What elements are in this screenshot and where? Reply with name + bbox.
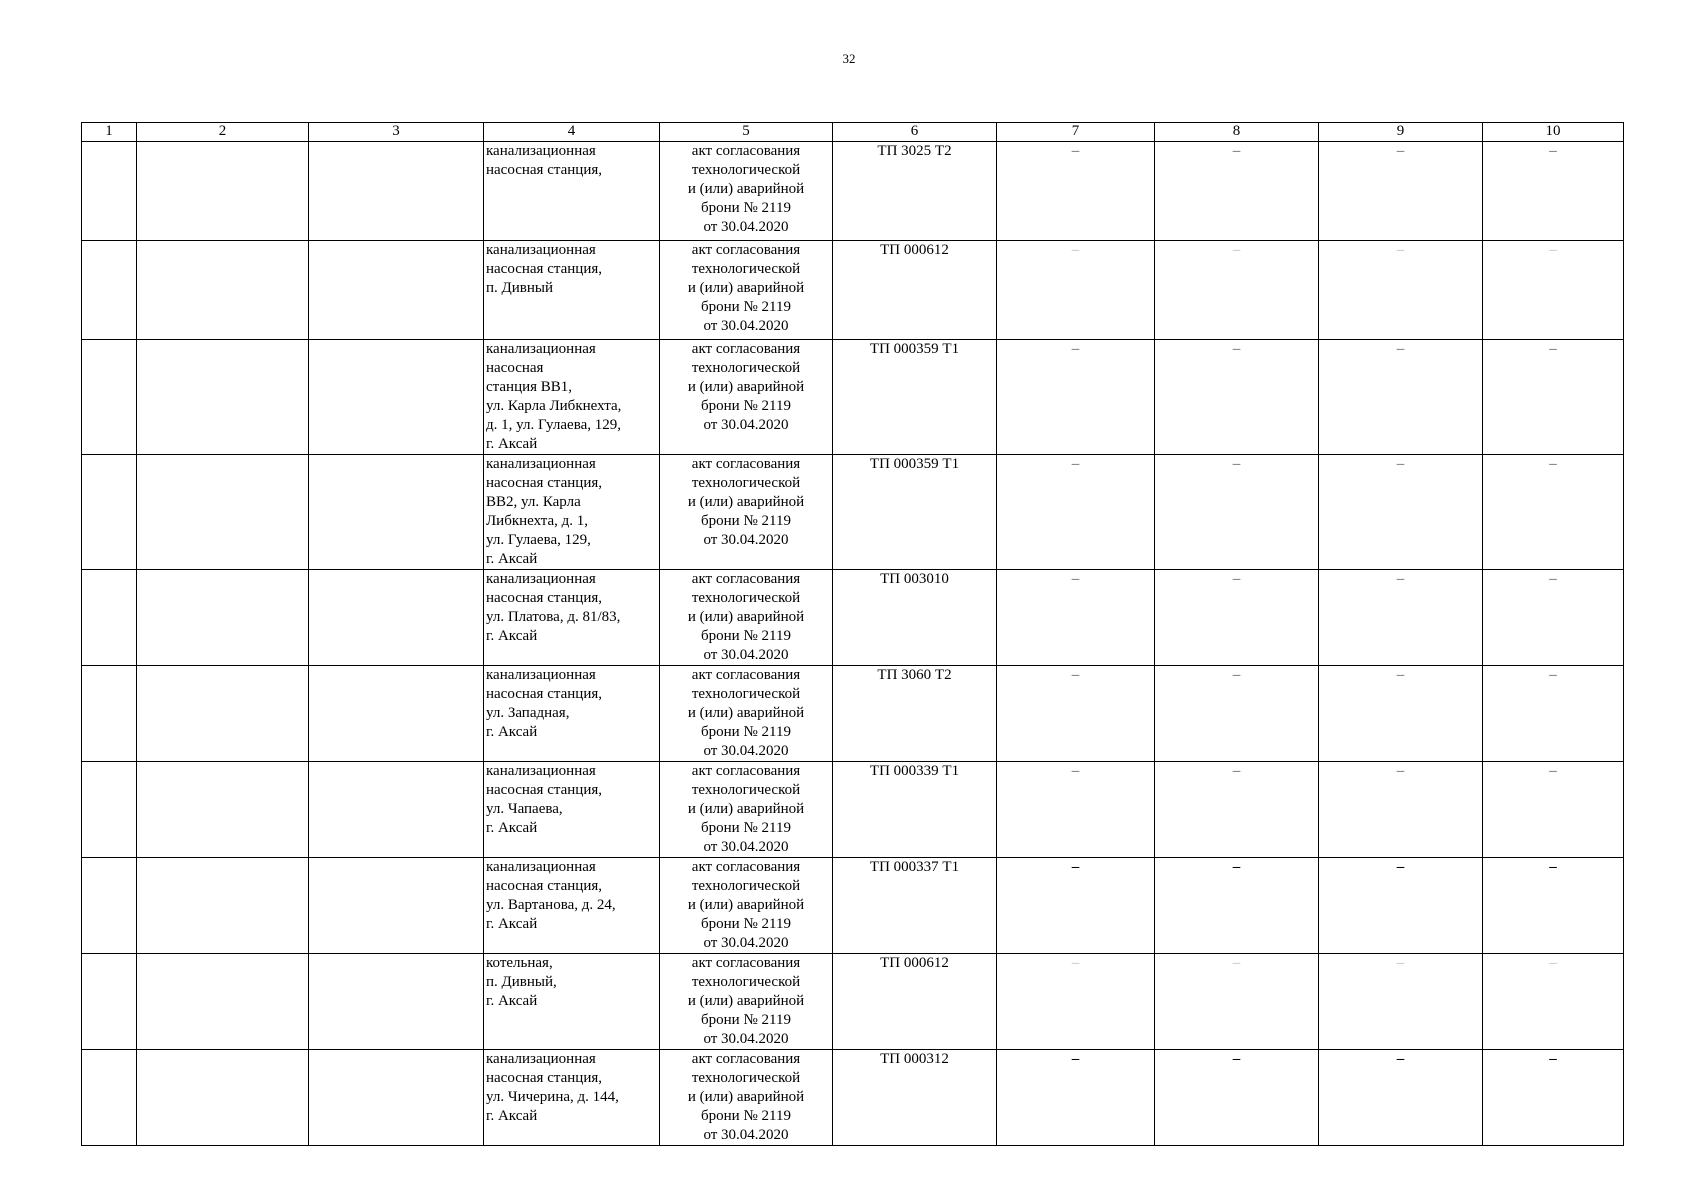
cell-empty: [82, 340, 137, 455]
object-cell: канализационная насосная станция, п. Дивный: [484, 241, 660, 340]
cell-empty: [137, 570, 309, 666]
dash-cell: –: [1155, 666, 1319, 762]
dash-cell: –: [997, 241, 1155, 340]
cell-empty: [137, 455, 309, 570]
dash-cell: –: [997, 954, 1155, 1050]
table-row: [82, 340, 1624, 455]
dash-cell: –: [1155, 1050, 1319, 1146]
cell-empty: [309, 762, 484, 858]
cell-empty: [137, 142, 309, 241]
dash-cell: –: [1319, 858, 1483, 954]
cell-empty: [137, 762, 309, 858]
cell-empty: [309, 858, 484, 954]
dash-cell: –: [997, 455, 1155, 570]
object-cell: канализационная насосная станция, ул. Платова, д. 81/83, г. Аксай: [484, 570, 660, 666]
dash-cell: –: [1483, 954, 1624, 1050]
dash-cell: –: [997, 340, 1155, 455]
dash-cell: –: [1319, 666, 1483, 762]
cell-empty: [82, 241, 137, 340]
dash-cell: –: [1483, 858, 1624, 954]
table-row: [82, 142, 1624, 241]
object-cell: канализационная насосная станция, ВВ2, ул. Карла Либкнехта, д. 1, ул. Гулаева, 129, г. Аксай: [484, 455, 660, 570]
cell-empty: [137, 954, 309, 1050]
tp-cell: ТП 000359 Т1: [833, 455, 997, 570]
cell-empty: [82, 1050, 137, 1146]
column-header: 3: [309, 123, 484, 142]
cell-empty: [82, 570, 137, 666]
dash-cell: –: [1319, 762, 1483, 858]
cell-empty: [309, 455, 484, 570]
table-row: [82, 455, 1624, 570]
object-cell: канализационная насосная станция, ул. Вартанова, д. 24, г. Аксай: [484, 858, 660, 954]
dash-cell: –: [1155, 954, 1319, 1050]
cell-empty: [82, 954, 137, 1050]
act-cell: акт согласования технологической и (или) аварийной брони № 2119 от 30.04.2020: [660, 340, 833, 455]
dash-cell: –: [997, 1050, 1155, 1146]
act-cell: акт согласования технологической и (или) аварийной брони № 2119 от 30.04.2020: [660, 1050, 833, 1146]
act-cell: акт согласования технологической и (или) аварийной брони № 2119 от 30.04.2020: [660, 762, 833, 858]
tp-cell: ТП 000359 Т1: [833, 340, 997, 455]
cell-empty: [309, 340, 484, 455]
dash-cell: –: [1155, 340, 1319, 455]
table-row: [82, 762, 1624, 858]
column-header: 4: [484, 123, 660, 142]
cell-empty: [309, 666, 484, 762]
data-table: [81, 122, 1624, 1146]
column-header: 10: [1483, 123, 1624, 142]
cell-empty: [137, 666, 309, 762]
tp-cell: ТП 000337 Т1: [833, 858, 997, 954]
column-header: 1: [82, 123, 137, 142]
object-cell: канализационная насосная станция,: [484, 142, 660, 241]
tp-cell: ТП 000612: [833, 954, 997, 1050]
column-header: 7: [997, 123, 1155, 142]
column-header: 9: [1319, 123, 1483, 142]
cell-empty: [82, 858, 137, 954]
cell-empty: [309, 1050, 484, 1146]
dash-cell: –: [997, 666, 1155, 762]
cell-empty: [309, 954, 484, 1050]
act-cell: акт согласования технологической и (или) аварийной брони № 2119 от 30.04.2020: [660, 142, 833, 241]
dash-cell: –: [1319, 340, 1483, 455]
cell-empty: [82, 666, 137, 762]
table-header-row: [82, 123, 1624, 142]
cell-empty: [137, 1050, 309, 1146]
tp-cell: ТП 3060 Т2: [833, 666, 997, 762]
object-cell: котельная, п. Дивный, г. Аксай: [484, 954, 660, 1050]
dash-cell: –: [1483, 142, 1624, 241]
cell-empty: [137, 858, 309, 954]
dash-cell: –: [1155, 241, 1319, 340]
cell-empty: [309, 570, 484, 666]
dash-cell: –: [1155, 858, 1319, 954]
table-row: [82, 1050, 1624, 1146]
object-cell: канализационная насосная станция, ул. Западная, г. Аксай: [484, 666, 660, 762]
dash-cell: –: [1155, 762, 1319, 858]
tp-cell: ТП 3025 Т2: [833, 142, 997, 241]
cell-empty: [309, 241, 484, 340]
dash-cell: –: [1319, 570, 1483, 666]
column-header: 6: [833, 123, 997, 142]
tp-cell: ТП 003010: [833, 570, 997, 666]
act-cell: акт согласования технологической и (или) аварийной брони № 2119 от 30.04.2020: [660, 241, 833, 340]
table-row: [82, 954, 1624, 1050]
column-header: 5: [660, 123, 833, 142]
dash-cell: –: [1155, 142, 1319, 241]
act-cell: акт согласования технологической и (или) аварийной брони № 2119 от 30.04.2020: [660, 954, 833, 1050]
act-cell: акт согласования технологической и (или) аварийной брони № 2119 от 30.04.2020: [660, 455, 833, 570]
dash-cell: –: [997, 570, 1155, 666]
column-header: 8: [1155, 123, 1319, 142]
dash-cell: –: [1319, 455, 1483, 570]
dash-cell: –: [1483, 241, 1624, 340]
table-row: [82, 858, 1624, 954]
dash-cell: –: [1483, 762, 1624, 858]
cell-empty: [82, 762, 137, 858]
dash-cell: –: [997, 858, 1155, 954]
cell-empty: [82, 142, 137, 241]
dash-cell: –: [1319, 241, 1483, 340]
column-header: 2: [137, 123, 309, 142]
dash-cell: –: [1483, 666, 1624, 762]
tp-cell: ТП 000612: [833, 241, 997, 340]
dash-cell: –: [1319, 1050, 1483, 1146]
cell-empty: [137, 340, 309, 455]
object-cell: канализационная насосная станция ВВ1, ул. Карла Либкнехта, д. 1, ул. Гулаева, 129, г. Аксай: [484, 340, 660, 455]
cell-empty: [82, 455, 137, 570]
dash-cell: –: [997, 762, 1155, 858]
object-cell: канализационная насосная станция, ул. Чичерина, д. 144, г. Аксай: [484, 1050, 660, 1146]
table-row: [82, 570, 1624, 666]
cell-empty: [137, 241, 309, 340]
page-number: 32: [842, 51, 856, 66]
dash-cell: –: [1155, 570, 1319, 666]
dash-cell: –: [1319, 142, 1483, 241]
dash-cell: –: [997, 142, 1155, 241]
act-cell: акт согласования технологической и (или) аварийной брони № 2119 от 30.04.2020: [660, 570, 833, 666]
act-cell: акт согласования технологической и (или) аварийной брони № 2119 от 30.04.2020: [660, 858, 833, 954]
dash-cell: –: [1483, 1050, 1624, 1146]
dash-cell: –: [1483, 455, 1624, 570]
table-row: [82, 666, 1624, 762]
cell-empty: [309, 142, 484, 241]
tp-cell: ТП 000312: [833, 1050, 997, 1146]
dash-cell: –: [1483, 570, 1624, 666]
act-cell: акт согласования технологической и (или) аварийной брони № 2119 от 30.04.2020: [660, 666, 833, 762]
tp-cell: ТП 000339 Т1: [833, 762, 997, 858]
object-cell: канализационная насосная станция, ул. Чапаева, г. Аксай: [484, 762, 660, 858]
dash-cell: –: [1319, 954, 1483, 1050]
table-row: [82, 241, 1624, 340]
dash-cell: –: [1155, 455, 1319, 570]
dash-cell: –: [1483, 340, 1624, 455]
